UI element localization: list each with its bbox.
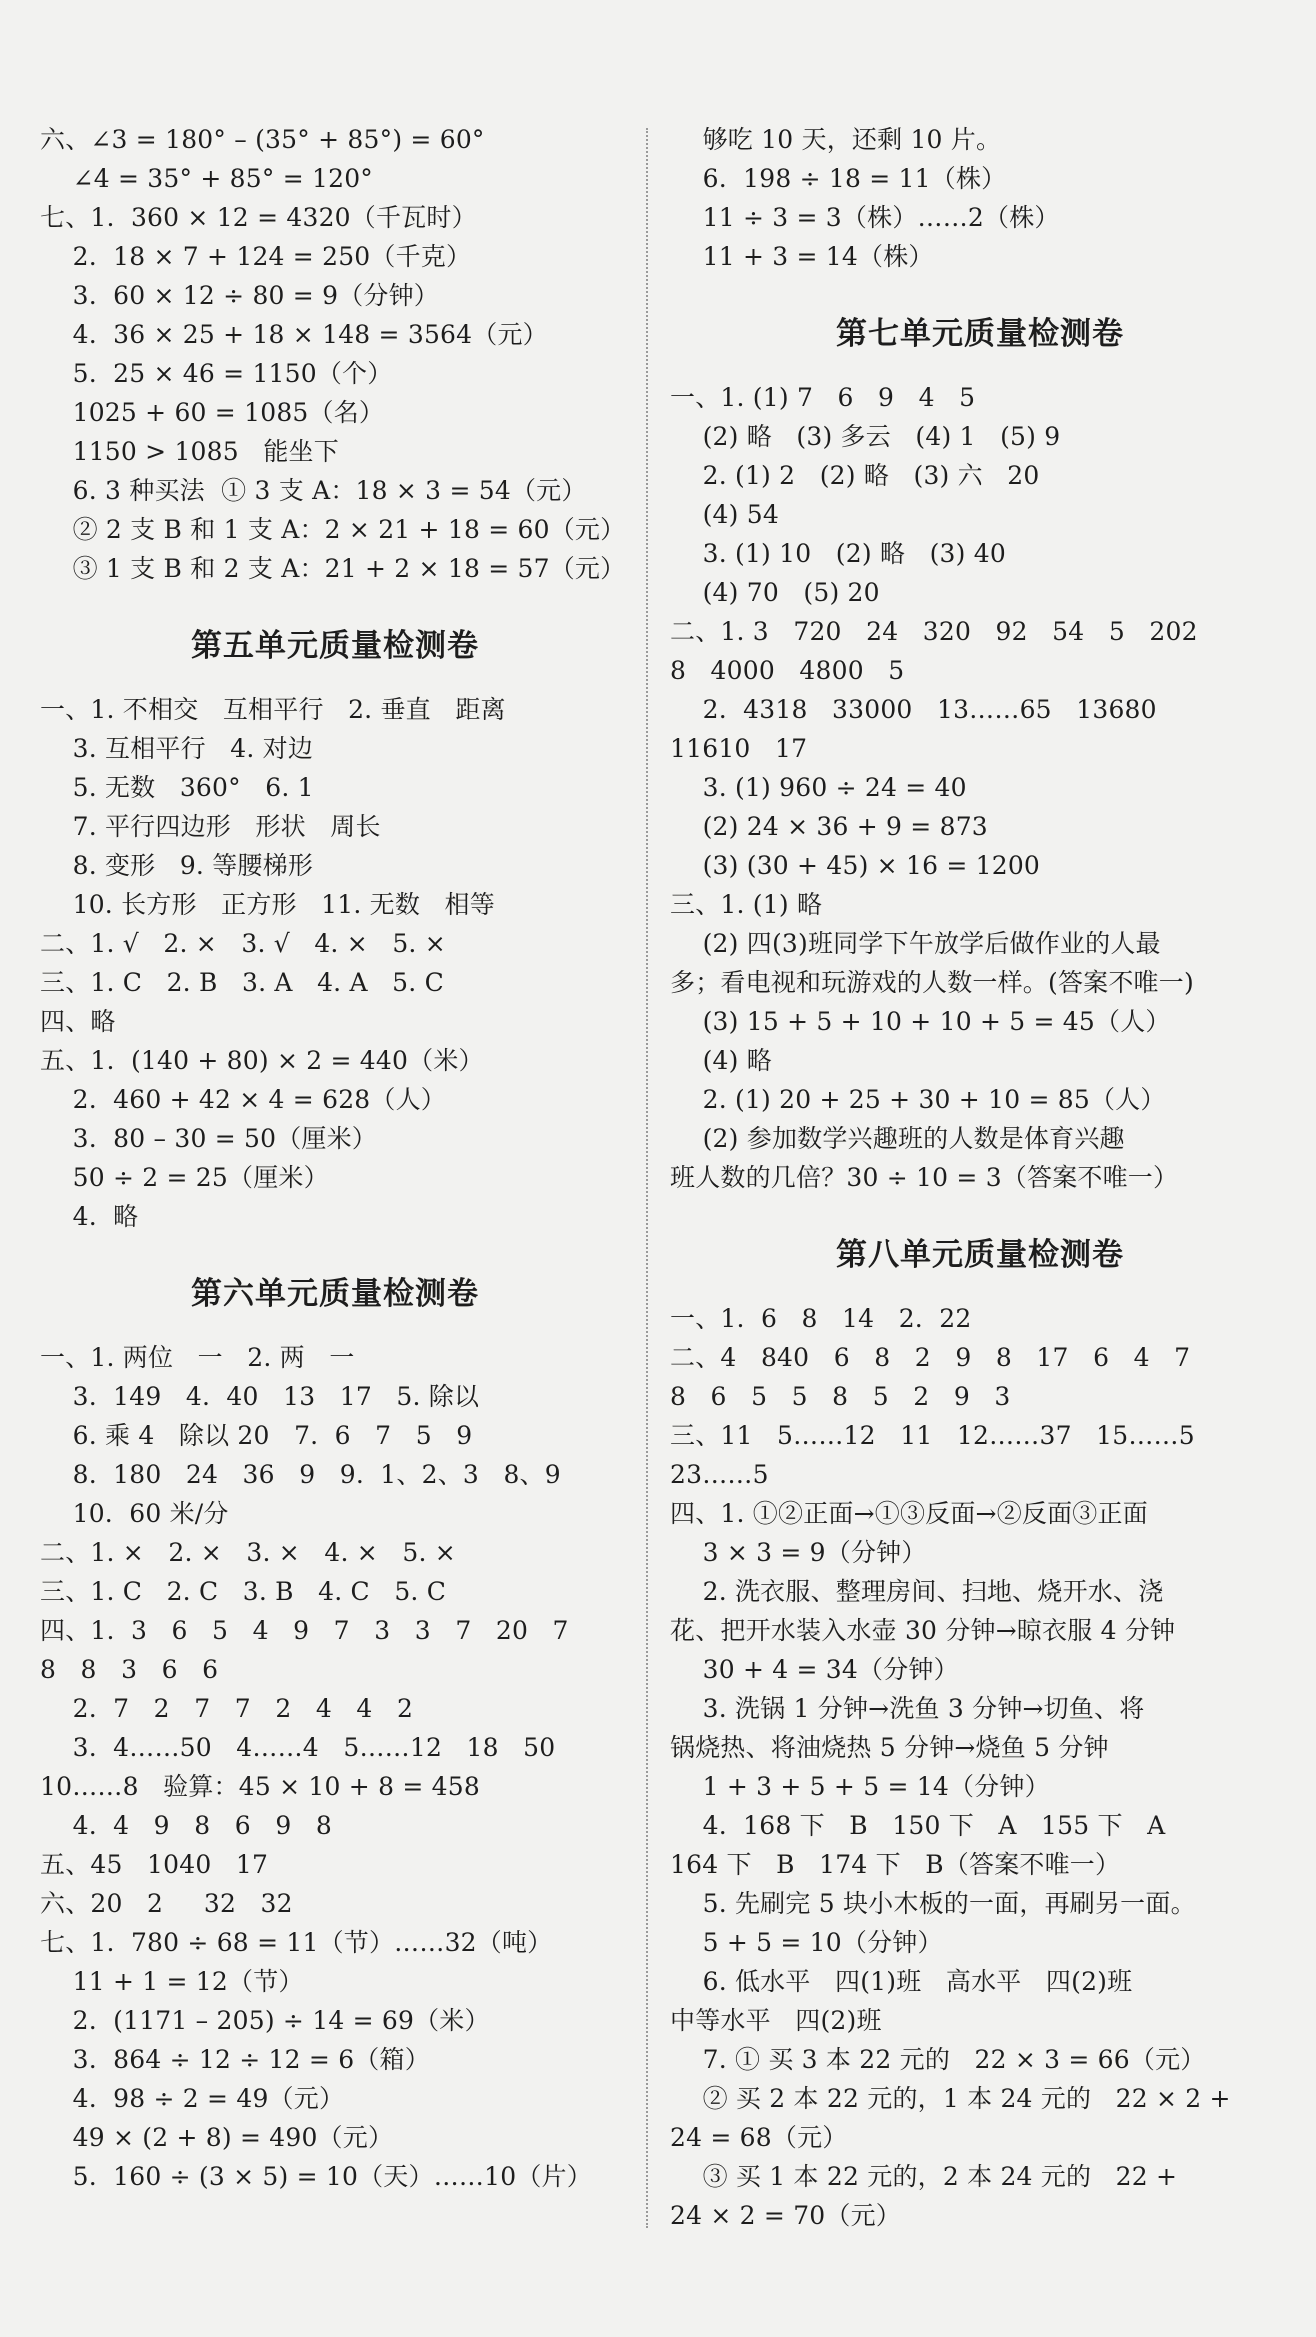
answer-line: 花、把开水装入水壶 30 分钟→晾衣服 4 分钟: [670, 1616, 1176, 1645]
answer-line: 1 + 3 + 5 + 5 = 14（分钟）: [670, 1772, 1050, 1801]
answer-line: 5 + 5 = 10（分钟）: [670, 1928, 943, 1957]
answer-line: (4) 54: [670, 500, 779, 529]
answer-line: 7. ① 买 3 本 22 元的 22 × 3 = 66（元）: [670, 2045, 1206, 2074]
answer-line: 3. (1) 10 (2) 略 (3) 40: [670, 539, 1006, 568]
answer-line: 四、略: [40, 1007, 116, 1036]
answer-line: 4. 4 9 8 6 9 8: [40, 1811, 332, 1840]
answer-line: 二、1. × 2. × 3. × 4. × 5. ×: [40, 1538, 456, 1567]
answer-line: 3. 80 – 30 = 50（厘米）: [40, 1124, 378, 1153]
answer-line: 11 ÷ 3 = 3（株）……2（株）: [670, 203, 1060, 232]
answer-line: 5. 160 ÷ (3 × 5) = 10（天）……10（片）: [40, 2162, 592, 2191]
answer-line: 24 × 2 = 70（元）: [670, 2201, 902, 2230]
answer-line: 四、1. ①②正面→①③反面→②反面③正面: [670, 1499, 1148, 1528]
column-divider: [646, 128, 648, 2228]
answer-line: 六、20 2 32 32: [40, 1889, 293, 1918]
answer-line: 七、1. 780 ÷ 68 = 11（节）……32（吨）: [40, 1928, 553, 1957]
unit4-answers: [40, 120, 630, 588]
answer-line: 8. 变形 9. 等腰梯形: [40, 851, 314, 880]
answer-line: 3. 洗锅 1 分钟→洗鱼 3 分钟→切鱼、将: [670, 1694, 1145, 1723]
answer-line: 2. 4318 33000 13……65 13680: [670, 695, 1157, 724]
answer-line: 24 = 68（元）: [670, 2123, 848, 2152]
answer-line: 七、1. 360 × 12 = 4320（千瓦时）: [40, 203, 477, 232]
answer-line: 2. (1) 2 (2) 略 (3) 六 20: [670, 461, 1040, 490]
answer-line: 4. 168 下 B 150 下 A 155 下 A: [670, 1811, 1166, 1840]
answer-line: 7. 平行四边形 形状 周长: [40, 812, 381, 841]
answer-line: (2) 四(3)班同学下午放学后做作业的人最: [670, 929, 1161, 958]
unit8-heading: 第八单元质量检测卷: [836, 1237, 1124, 1273]
answer-line: (4) 略: [670, 1046, 772, 1075]
answer-line: 三、1. (1) 略: [670, 890, 823, 919]
answer-line: 50 ÷ 2 = 25（厘米）: [40, 1163, 329, 1192]
answer-line: 6. 低水平 四(1)班 高水平 四(2)班: [670, 1967, 1133, 1996]
answer-line: 锅烧热、将油烧热 5 分钟→烧鱼 5 分钟: [670, 1733, 1109, 1762]
answer-line: ② 买 2 本 22 元的，1 本 24 元的 22 × 2 +: [670, 2084, 1231, 2113]
answer-line: 二、1. 3 720 24 320 92 54 5 202: [670, 617, 1198, 646]
answer-line: 班人数的几倍？30 ÷ 10 = 3（答案不唯一）: [670, 1163, 1179, 1192]
unit7-answers: [670, 378, 1290, 1197]
answer-line: 8 6 5 5 8 5 2 9 3: [670, 1382, 1011, 1411]
answer-line: 30 + 4 = 34（分钟）: [670, 1655, 959, 1684]
answer-line: 二、1. √ 2. × 3. √ 4. × 5. ×: [40, 929, 446, 958]
left-column: [40, 120, 630, 2196]
answer-line: 六、∠3 = 180° – (35° + 85°) = 60°: [40, 125, 485, 154]
unit5-heading: 第五单元质量检测卷: [191, 628, 479, 664]
answer-line: 二、4 840 6 8 2 9 8 17 6 4 7: [670, 1343, 1191, 1372]
answer-line: 中等水平 四(2)班: [670, 2006, 882, 2035]
answer-line: 多；看电视和玩游戏的人数一样。(答案不唯一): [670, 968, 1194, 997]
answer-line: 一、1. 不相交 互相平行 2. 垂直 距离: [40, 695, 506, 724]
answer-line: 5. 先刷完 5 块小木板的一面，再刷另一面。: [670, 1889, 1196, 1918]
answer-line: 11 + 3 = 14（株）: [670, 242, 934, 271]
unit6-answers-continued: [670, 120, 1290, 276]
answer-line: 164 下 B 174 下 B（答案不唯一）: [670, 1850, 1121, 1879]
answer-line: 3. 互相平行 4. 对边: [40, 734, 314, 763]
answer-line: 11610 17: [670, 734, 808, 763]
right-column: [670, 120, 1290, 2235]
answer-line: 2. 7 2 7 7 2 4 4 2: [40, 1694, 414, 1723]
answer-line: 2. 洗衣服、整理房间、扫地、烧开水、浇: [670, 1577, 1164, 1606]
answer-line: 3. 60 × 12 ÷ 80 = 9（分钟）: [40, 281, 439, 310]
answer-line: 3 × 3 = 9（分钟）: [670, 1538, 927, 1567]
answer-line: (3) 15 + 5 + 10 + 10 + 5 = 45（人）: [670, 1007, 1171, 1036]
answer-line: 8 4000 4800 5: [670, 656, 905, 685]
answer-line: 11 + 1 = 12（节）: [40, 1967, 304, 1996]
answer-line: (3) (30 + 45) × 16 = 1200: [670, 851, 1041, 880]
answer-line: 6. 3 种买法 ① 3 支 A：18 × 3 = 54（元）: [40, 476, 587, 505]
answer-line: 五、45 1040 17: [40, 1850, 269, 1879]
answer-line: 49 × (2 + 8) = 490（元）: [40, 2123, 394, 2152]
answer-line: 一、1. 两位 一 2. 两 一: [40, 1343, 355, 1372]
answer-line: 4. 36 × 25 + 18 × 148 = 3564（元）: [40, 320, 548, 349]
unit6-answers: [40, 1338, 630, 2196]
answer-line: 三、11 5……12 11 12……37 15……5: [670, 1421, 1195, 1450]
answer-line: 一、1. (1) 7 6 9 4 5: [670, 383, 976, 412]
answer-line: 2. 460 + 42 × 4 = 628（人）: [40, 1085, 447, 1114]
answer-line: ③ 1 支 B 和 2 支 A：21 + 2 × 18 = 57（元）: [40, 554, 626, 583]
answer-line: 4. 98 ÷ 2 = 49（元）: [40, 2084, 345, 2113]
answer-line: (2) 24 × 36 + 9 = 873: [670, 812, 988, 841]
answer-line: 四、1. 3 6 5 4 9 7 3 3 7 20 7: [40, 1616, 569, 1645]
answer-line: 三、1. C 2. B 3. A 4. A 5. C: [40, 968, 444, 997]
answer-line: (2) 参加数学兴趣班的人数是体育兴趣: [670, 1124, 1125, 1153]
answer-line: 1025 + 60 = 1085（名）: [40, 398, 385, 427]
answer-line: 10……8 验算：45 × 10 + 8 = 458: [40, 1772, 480, 1801]
answer-line: ③ 买 1 本 22 元的，2 本 24 元的 22 +: [670, 2162, 1178, 2191]
unit7-heading: 第七单元质量检测卷: [836, 316, 1124, 352]
answer-line: ② 2 支 B 和 1 支 A：2 × 21 + 18 = 60（元）: [40, 515, 626, 544]
answer-line: ∠4 = 35° + 85° = 120°: [40, 164, 374, 193]
answer-line: 3. (1) 960 ÷ 24 = 40: [670, 773, 967, 802]
answer-line: 5. 25 × 46 = 1150（个）: [40, 359, 393, 388]
answer-line: 2. (1) 20 + 25 + 30 + 10 = 85（人）: [670, 1085, 1166, 1114]
answer-line: 6. 乘 4 除以 20 7. 6 7 5 9: [40, 1421, 473, 1450]
answer-line: 3. 4……50 4……4 5……12 18 50: [40, 1733, 556, 1762]
unit5-answers: [40, 690, 630, 1236]
answer-line: 8. 180 24 36 9 9. 1、2、3 8、9: [40, 1460, 561, 1489]
unit8-answers: [670, 1299, 1290, 2235]
answer-line: 10. 长方形 正方形 11. 无数 相等: [40, 890, 495, 919]
answer-line: 一、1. 6 8 14 2. 22: [670, 1304, 972, 1333]
answer-line: 5. 无数 360° 6. 1: [40, 773, 314, 802]
answer-line: 三、1. C 2. C 3. B 4. C 5. C: [40, 1577, 447, 1606]
answer-line: (2) 略 (3) 多云 (4) 1 (5) 9: [670, 422, 1061, 451]
answer-line: 4. 略: [40, 1202, 139, 1231]
answer-line: 8 8 3 6 6: [40, 1655, 219, 1684]
answer-line: (4) 70 (5) 20: [670, 578, 880, 607]
answer-line: 3. 149 4. 40 13 17 5. 除以: [40, 1382, 480, 1411]
answer-line: 10. 60 米/分: [40, 1499, 229, 1528]
answer-line: 五、1. (140 + 80) × 2 = 440（米）: [40, 1046, 484, 1075]
answer-line: 1150 > 1085 能坐下: [40, 437, 339, 466]
answer-line: 23……5: [670, 1460, 769, 1489]
answer-line: 3. 864 ÷ 12 ÷ 12 = 6（箱）: [40, 2045, 430, 2074]
answer-line: 6. 198 ÷ 18 = 11（株）: [670, 164, 1007, 193]
unit6-heading: 第六单元质量检测卷: [191, 1276, 479, 1312]
answer-line: 2. 18 × 7 + 124 = 250（千克）: [40, 242, 472, 271]
answer-line: 2. (1171 – 205) ÷ 14 = 69（米）: [40, 2006, 490, 2035]
answer-line: 够吃 10 天，还剩 10 片。: [670, 125, 1002, 154]
